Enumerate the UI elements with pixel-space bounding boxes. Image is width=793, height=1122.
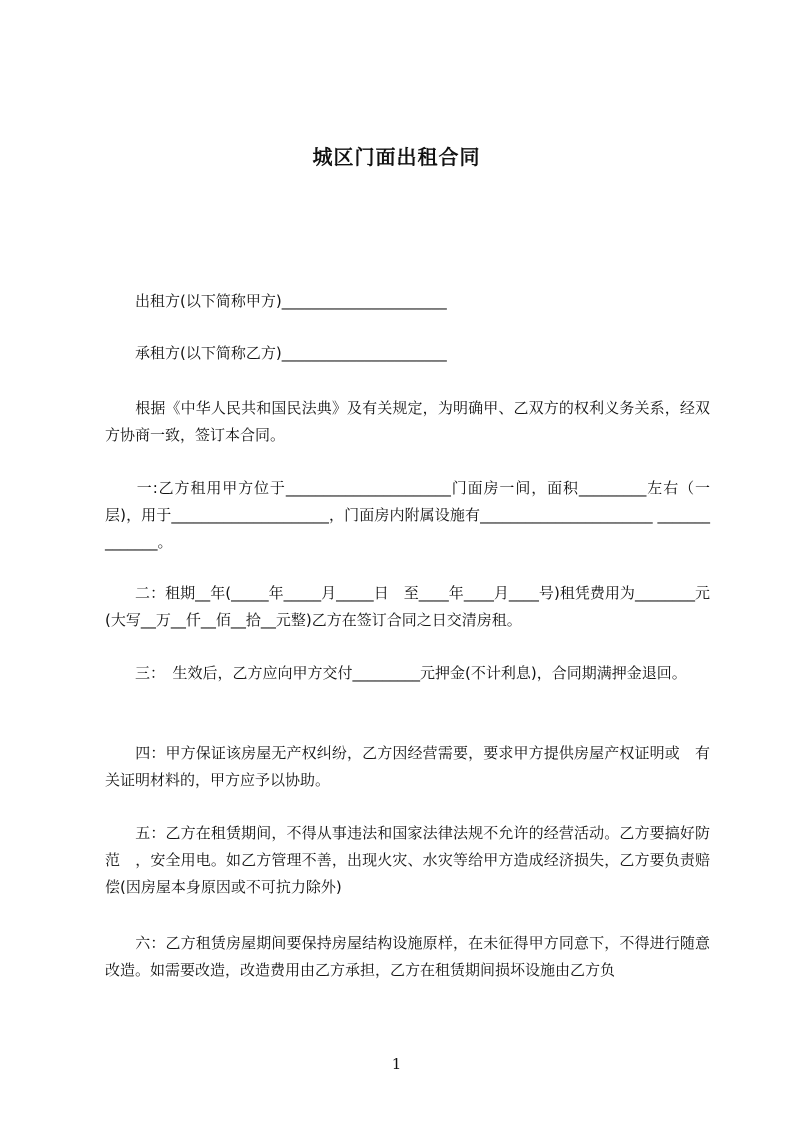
clause-3-paragraph: 三： 生效后，乙方应向甲方交付_________元押金(不计利息)，合同期满押金退回。 <box>105 664 687 682</box>
clause-5-paragraph: 五：乙方在租赁期间，不得从事违法和国家法律法规不允许的经营活动。乙方要搞好防范 ，安全用电。如乙方管理不善，出现火灾、水灾等给甲方造成经济损失，乙方要负责赔偿(因房屋本身原因或不可抗力除外) <box>105 824 710 896</box>
clause-2-paragraph: 二：租期__年(_____年_____月_____日 至____年____月____号)租凭费用为________元(大写__万__仟__佰__拾__元整)乙方在签订合同之日交清房租。 <box>105 584 710 629</box>
document-title: 城区门面出租合同 <box>312 145 481 169</box>
clause-6-paragraph: 六：乙方租赁房屋期间要保持房屋结构设施原样，在未征得甲方同意下，不得进行随意改造。如需要改造，改造费用由乙方承担，乙方在租赁期间损坏设施由乙方负 <box>105 934 710 979</box>
preamble-paragraph: 根据《中华人民共和国民法典》及有关规定，为明确甲、乙双方的权利义务关系，经双方协商一致，签订本合同。 <box>105 399 710 444</box>
lessee-line: 承租方(以下简称乙方)______________________ <box>105 344 447 362</box>
lessor-line: 出租方(以下简称甲方)______________________ <box>105 292 447 310</box>
page-number: 1 <box>391 1055 402 1073</box>
clause-4-paragraph: 四：甲方保证该房屋无产权纠纷，乙方因经营需要，要求甲方提供房屋产权证明或 有关证明材料的，甲方应予以协助。 <box>105 744 710 789</box>
clause-1-paragraph: 一:乙方租用甲方位于______________________门面房一间，面积_________左右（一层)，用于_____________________，门面房内附属设施有_______________________ ______________。 <box>105 479 710 551</box>
